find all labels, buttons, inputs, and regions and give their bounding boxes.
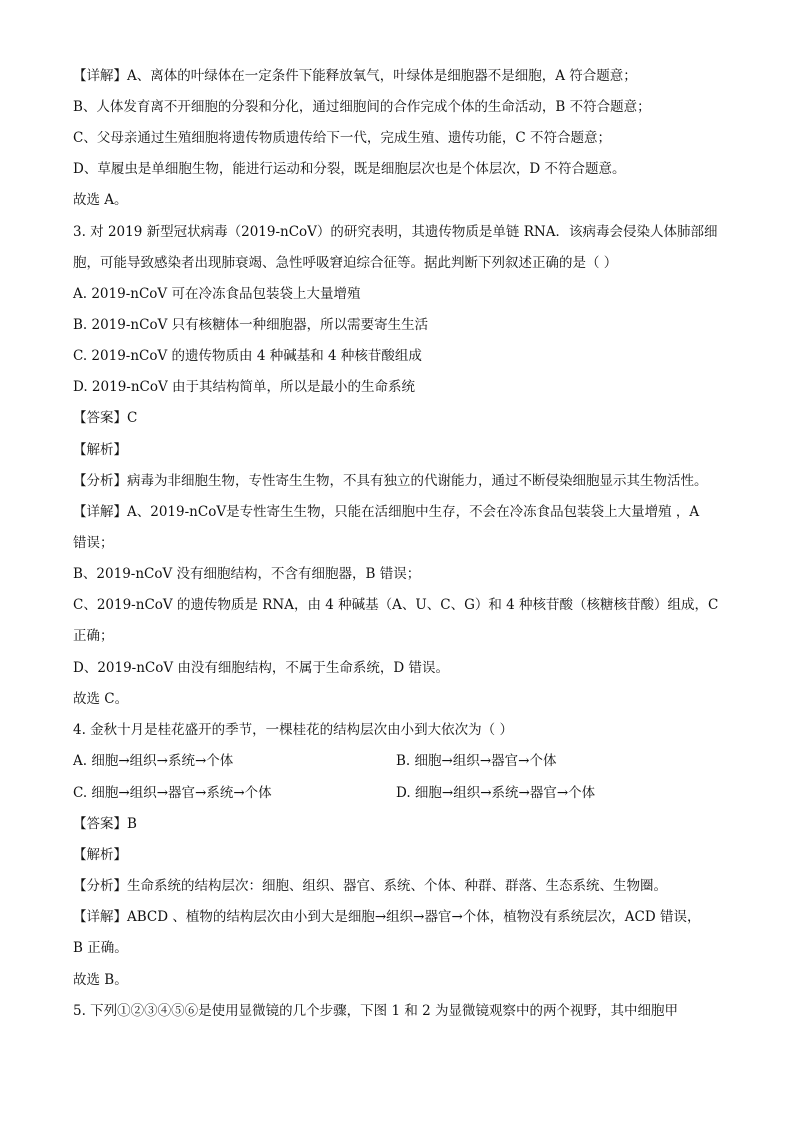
text-line: 【详解】A、2019-nCoV是专性寄生生物，只能在活细胞中生存，不会在冷冻食品包装袋上大量增殖 ，A [73,504,700,520]
question-3-option-d: D. 2019-nCoV 由于其结构简单，所以是最小的生命系统 [73,379,416,395]
question-4-stem: 4. 金秋十月是桂花盛开的季节，一棵桂花的结构层次由小到大依次为（ ） [73,722,513,738]
answer-label: 【答案】C [73,410,138,426]
text-line: D、草履虫是单细胞生物，能进行运动和分裂，既是细胞层次也是个体层次，D 不符合题意。 [73,161,626,177]
text-line: 正确； [73,628,114,644]
question-4-option-c: C. 细胞→组织→器官→系统→个体 [73,785,272,801]
answer-label: 【答案】B [73,816,137,832]
question-3-option-c: C. 2019-nCoV 的遗传物质由 4 种碱基和 4 种核苷酸组成 [73,348,422,364]
question-3-stem: 胞，可能导致感染者出现肺衰竭、急性呼吸窘迫综合征等。据此判断下列叙述正确的是（ ） [73,255,618,271]
text-line: 【分析】生命系统的结构层次：细胞、组织、器官、系统、个体、种群、群落、生态系统、生物圈。 [73,878,667,894]
text-line: B 正确。 [73,940,128,956]
text-line: B、2019-nCoV 没有细胞结构，不含有细胞器，B 错误； [73,566,421,582]
text-line: 错误； [73,535,114,551]
text-line: 故选 B。 [73,972,128,988]
text-line: 【分析】病毒为非细胞生物，专性寄生生物，不具有独立的代谢能力，通过不断侵染细胞显示其生物活性。 [73,473,708,489]
question-3-option-b: B. 2019-nCoV 只有核糖体一种细胞器，所以需要寄生生活 [73,317,429,333]
question-4-option-a: A. 细胞→组织→系统→个体 [73,753,234,769]
text-line: B、人体发育离不开细胞的分裂和分化，通过细胞间的合作完成个体的生命活动，B 不符合题意； [73,99,651,115]
analysis-label: 【解析】 [73,442,127,458]
text-line: C、父母亲通过生殖细胞将遗传物质遗传给下一代，完成生殖、遗传功能，C 不符合题意； [73,130,611,146]
text-line: D、2019-nCoV 由没有细胞结构，不属于生命系统，D 错误。 [73,660,450,676]
text-line: 【详解】ABCD 、植物的结构层次由小到大是细胞→组织→器官→个体，植物没有系统层次，ACD 错误， [73,909,701,925]
text-line: 故选 A。 [73,192,128,208]
question-5-stem: 5. 下列①②③④⑤⑥是使用显微镜的几个步骤，下图 1 和 2 为显微镜观察中的两个视野，其中细胞甲 [73,1003,679,1019]
question-3-stem: 3. 对 2019 新型冠状病毒（2019-nCoV）的研究表明，其遗传物质是单链 RNA．该病毒会侵染人体肺部细 [73,224,718,240]
text-line: C、2019-nCoV 的遗传物质是 RNA，由 4 种碱基（A、U、C、G）和 4 种核苷酸（核糖核苷酸）组成，C [73,597,719,613]
text-line: 【详解】A、离体的叶绿体在一定条件下能释放氧气，叶绿体是细胞器不是细胞，A 符合题意； [73,68,637,84]
question-4-option-d: D. 细胞→组织→系统→器官→个体 [396,785,596,801]
text-line: 故选 C。 [73,691,129,707]
question-3-option-a: A. 2019-nCoV 可在冷冻食品包装袋上大量增殖 [73,286,361,302]
question-4-option-b: B. 细胞→组织→器官→个体 [396,753,557,769]
analysis-label: 【解析】 [73,847,127,863]
